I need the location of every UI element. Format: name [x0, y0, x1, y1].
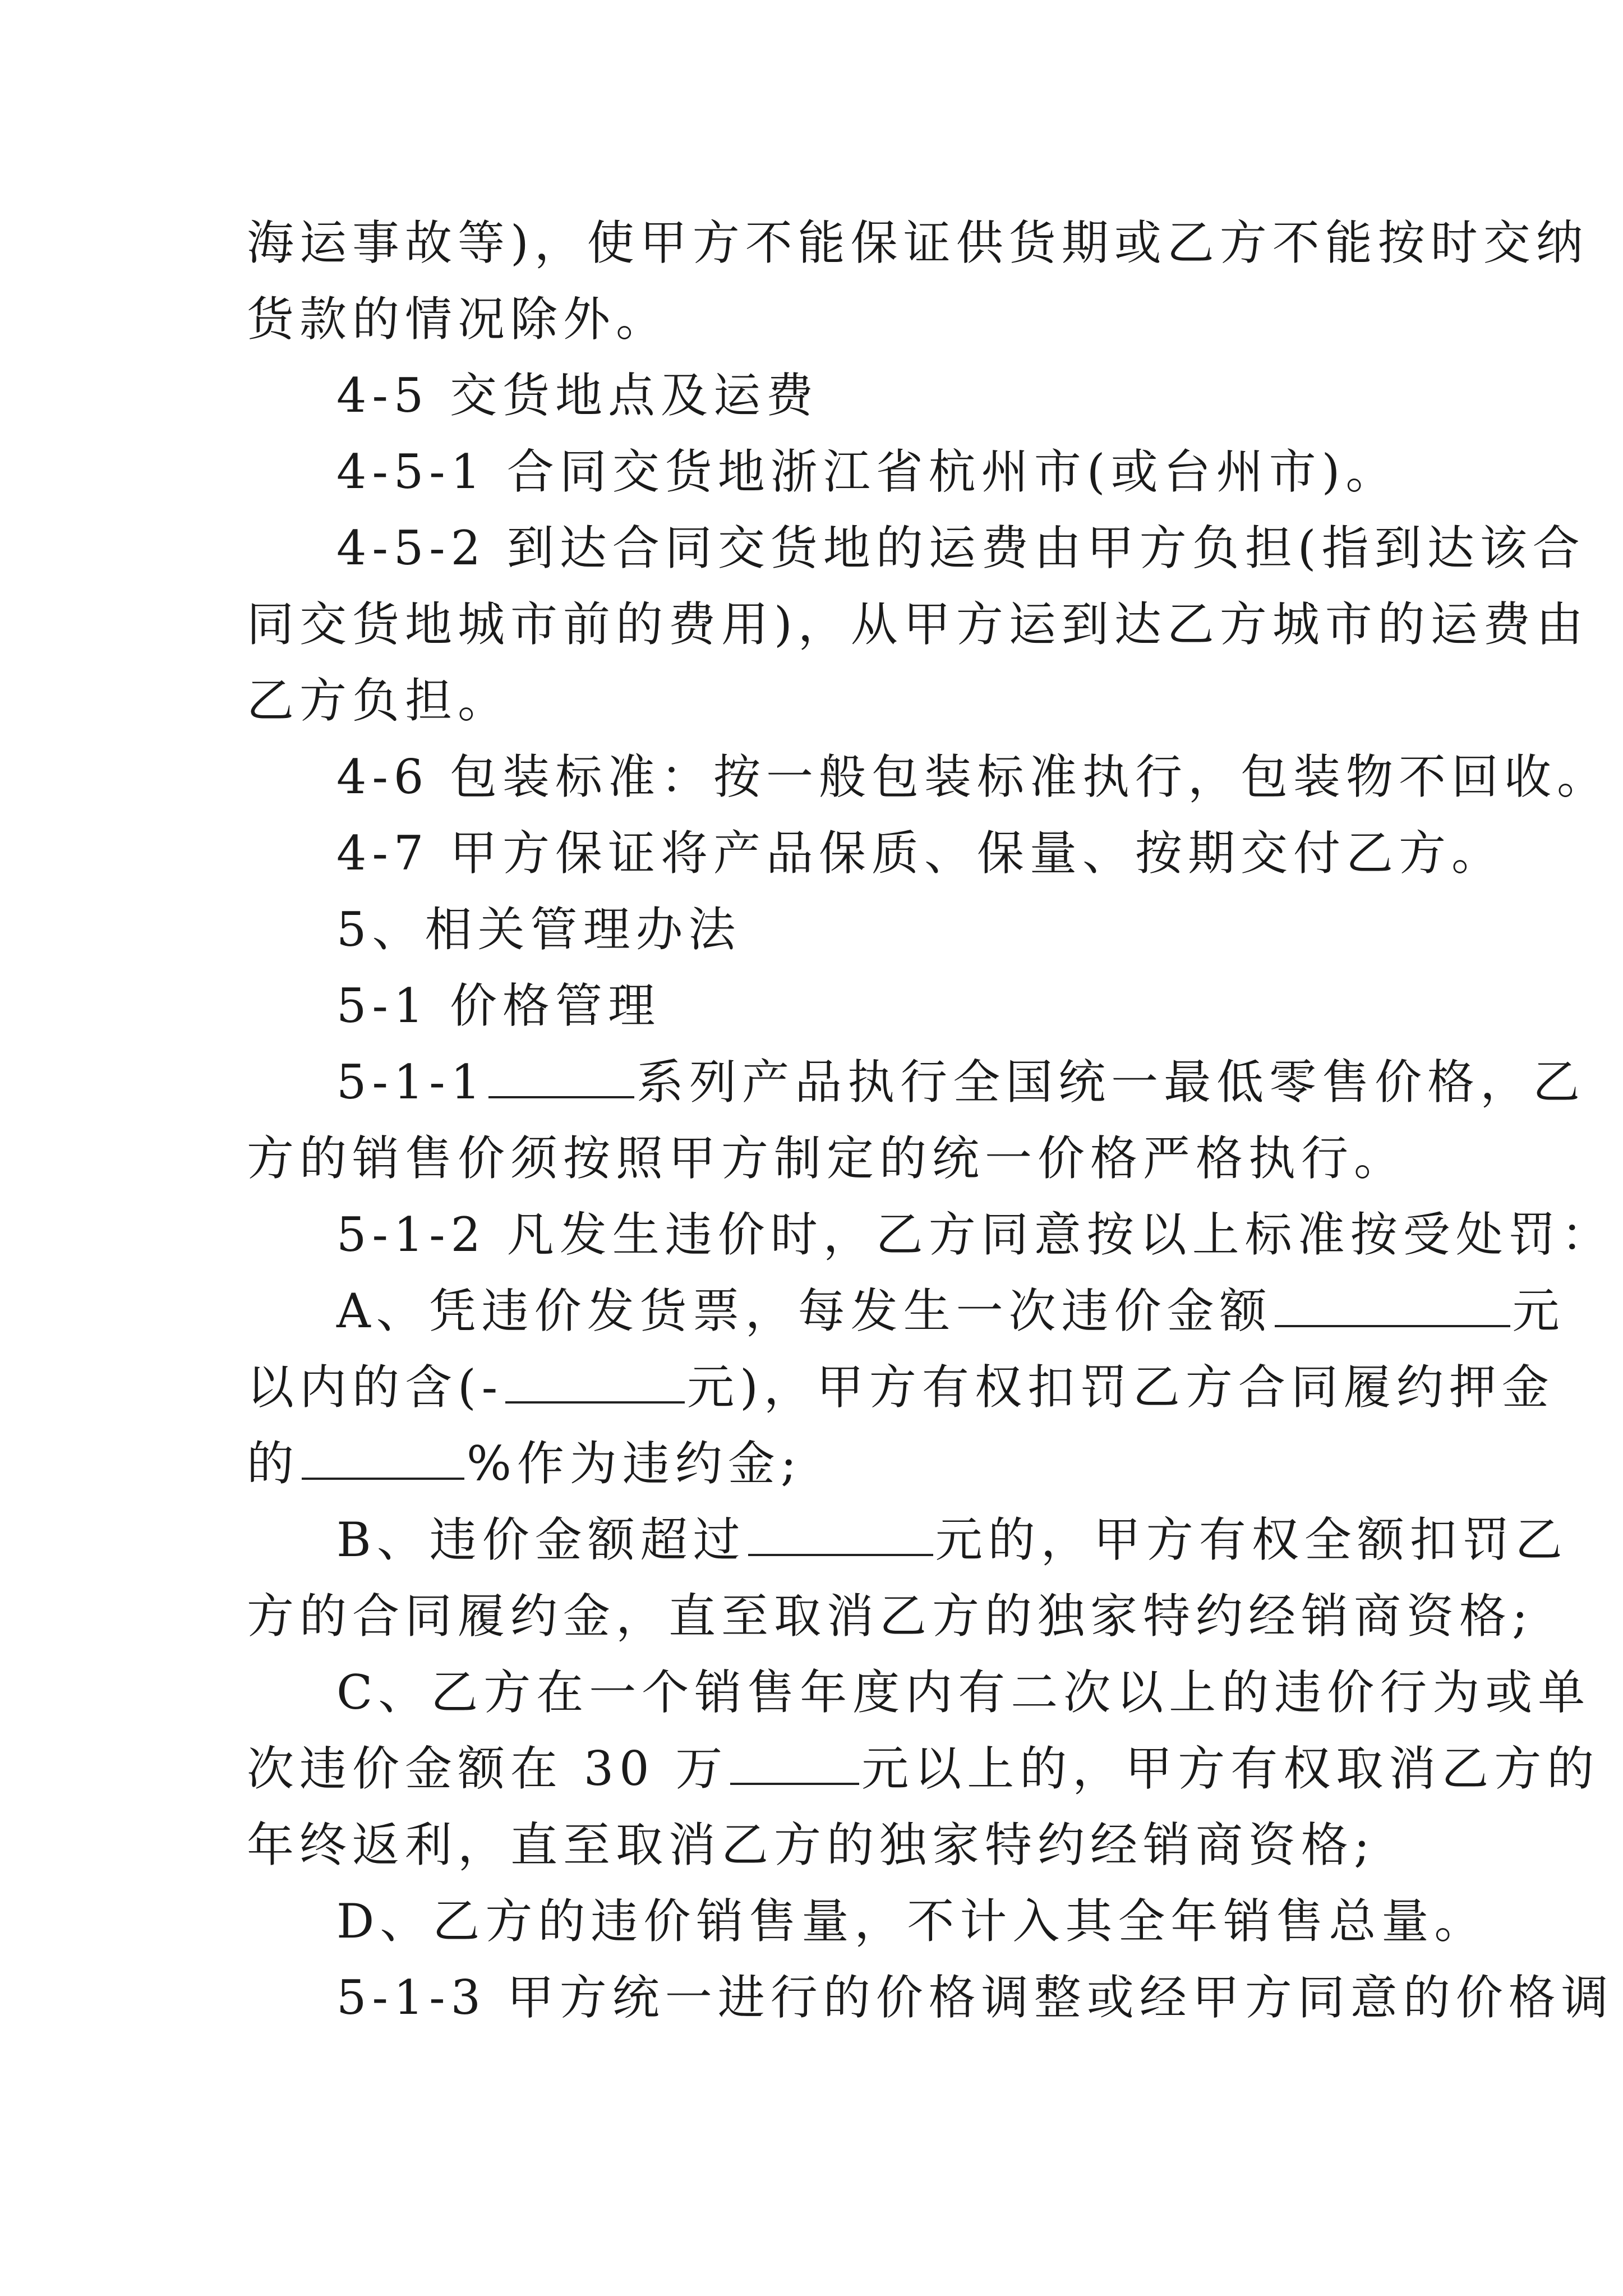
clause-4-5-2-line: 同交货地城市前的费用)，从甲方运到达乙方城市的运费由 — [247, 597, 1589, 652]
fill-in-blank — [302, 1438, 464, 1480]
item-text: %作为违约金; — [467, 1436, 803, 1491]
fill-in-blank — [748, 1515, 933, 1556]
item-a-line — [247, 1273, 1565, 1349]
clause-4-5-2-line: 乙方负担。 — [247, 673, 511, 728]
item-text: 次违价金额在 30 万 — [247, 1741, 728, 1796]
fill-in-blank — [505, 1362, 685, 1404]
item-d: D、乙方的违价销售量，不计入其全年销售总量。 — [336, 1894, 1487, 1949]
paragraph-line: 海运事故等)，使甲方不能保证供货期或乙方不能按时交纳 — [247, 215, 1589, 270]
item-text: 元的，甲方有权全额扣罚乙 — [935, 1512, 1568, 1567]
clause-4-7: 4-7 甲方保证将产品保质、保量、按期交付乙方。 — [336, 826, 1504, 881]
item-text: 以内的含(- — [247, 1360, 504, 1415]
clause-number: 5-1-1 — [336, 1055, 487, 1110]
fill-in-blank — [488, 1057, 634, 1098]
clause-4-5-1: 4-5-1 合同交货地浙江省杭州市(或台州市)。 — [336, 444, 1399, 499]
item-c-line: 年终返利，直至取消乙方的独家特约经销商资格; — [247, 1818, 1376, 1872]
clause-4-6: 4-6 包装标准：按一般包装标准执行，包装物不回收。 — [336, 749, 1610, 804]
document-body — [247, 205, 1614, 2036]
item-text: 的 — [247, 1436, 300, 1491]
item-text: A、凭违价发货票，每发生一次违价金额 — [336, 1283, 1272, 1338]
clause-4-5-2-line: 4-5-2 到达合同交货地的运费由甲方负担(指到达该合 — [336, 521, 1585, 576]
clause-5-1-3-line: 5-1-3 甲方统一进行的价格调整或经甲方同意的价格调 — [336, 1970, 1614, 2025]
item-text: 元 — [1512, 1283, 1565, 1338]
paragraph-line: 货款的情况除外。 — [247, 292, 669, 347]
section-heading-4-5: 4-5 交货地点及运费 — [336, 368, 819, 423]
section-heading-5-1: 5-1 价格管理 — [336, 978, 661, 1033]
item-c-line: C、乙方在一个销售年度内有二次以上的违价行为或单 — [336, 1665, 1591, 1720]
item-text: 元)，甲方有权扣罚乙方合同履约押金 — [687, 1360, 1555, 1415]
item-c-line — [247, 1731, 1600, 1807]
item-text: B、违价金额超过 — [336, 1512, 746, 1567]
clause-5-1-1-line: 方的销售价须按照甲方制定的统一价格严格执行。 — [247, 1131, 1407, 1186]
item-a-line — [247, 1425, 1391, 1502]
item-b-line: 方的合同履约金，直至取消乙方的独家特约经销商资格; — [247, 1589, 1534, 1644]
fill-in-blank — [730, 1743, 859, 1785]
clause-5-1-1-line — [247, 1044, 1586, 1120]
clause-5-1-2: 5-1-2 凡发生违价时，乙方同意按以上标准按受处罚： — [336, 1207, 1614, 1262]
fill-in-blank — [1275, 1286, 1510, 1327]
item-a-line — [247, 1349, 1555, 1425]
item-b-line — [247, 1502, 1568, 1578]
section-heading-5: 5、相关管理办法 — [336, 902, 741, 957]
item-text: 元以上的，甲方有权取消乙方的 — [861, 1741, 1600, 1796]
clause-text: 系列产品执行全国统一最低零售价格，乙 — [637, 1055, 1586, 1110]
